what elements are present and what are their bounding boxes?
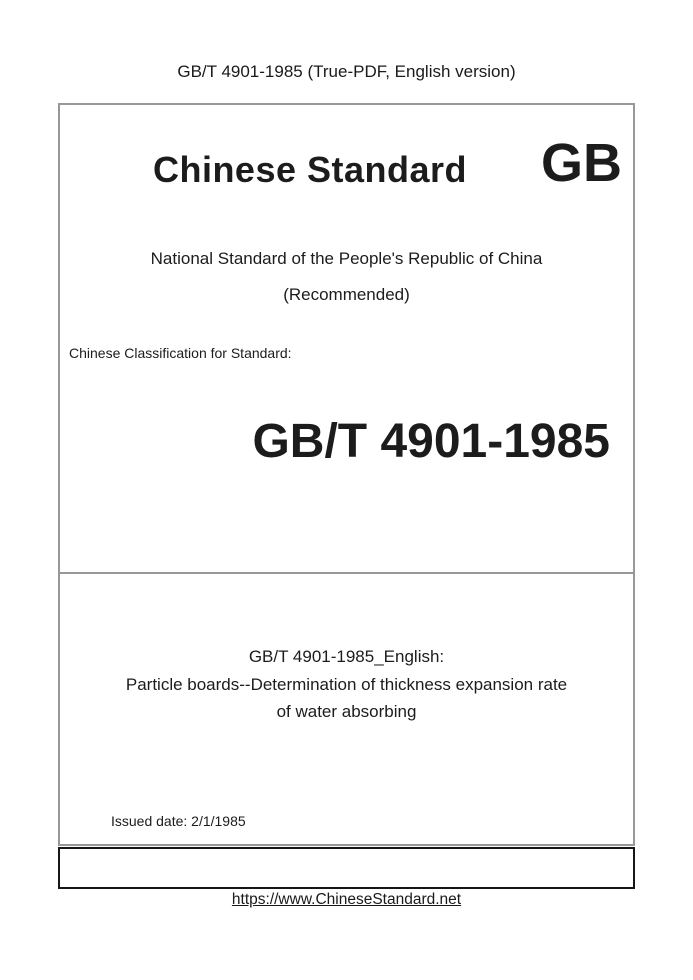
english-title-line2: of water absorbing [276,702,417,721]
national-standard-line: National Standard of the People's Republic of China [150,249,543,268]
national-standard-block [60,241,633,313]
english-title-line1: Particle boards--Determination of thickness expansion rate [125,674,568,694]
footer [0,891,693,909]
english-title-label: GB/T 4901-1985_English: [248,647,445,666]
page-header-text: GB/T 4901-1985 (True-PDF, English version) [177,62,516,81]
website-link[interactable]: https://www.ChineseStandard.net [231,891,462,908]
issued-date: Issued date: 2/1/1985 [111,813,246,829]
gb-logo: GB [541,133,622,193]
cover-box [58,103,635,846]
classification-label: Chinese Classification for Standard: [69,345,292,361]
english-title-block [60,643,633,726]
standard-code: GB/T 4901-1985 [252,415,610,468]
section-divider [60,572,633,574]
standard-title: Chinese Standard [152,149,468,190]
recommended-line: (Recommended) [283,285,410,304]
empty-footer-box [58,847,635,889]
